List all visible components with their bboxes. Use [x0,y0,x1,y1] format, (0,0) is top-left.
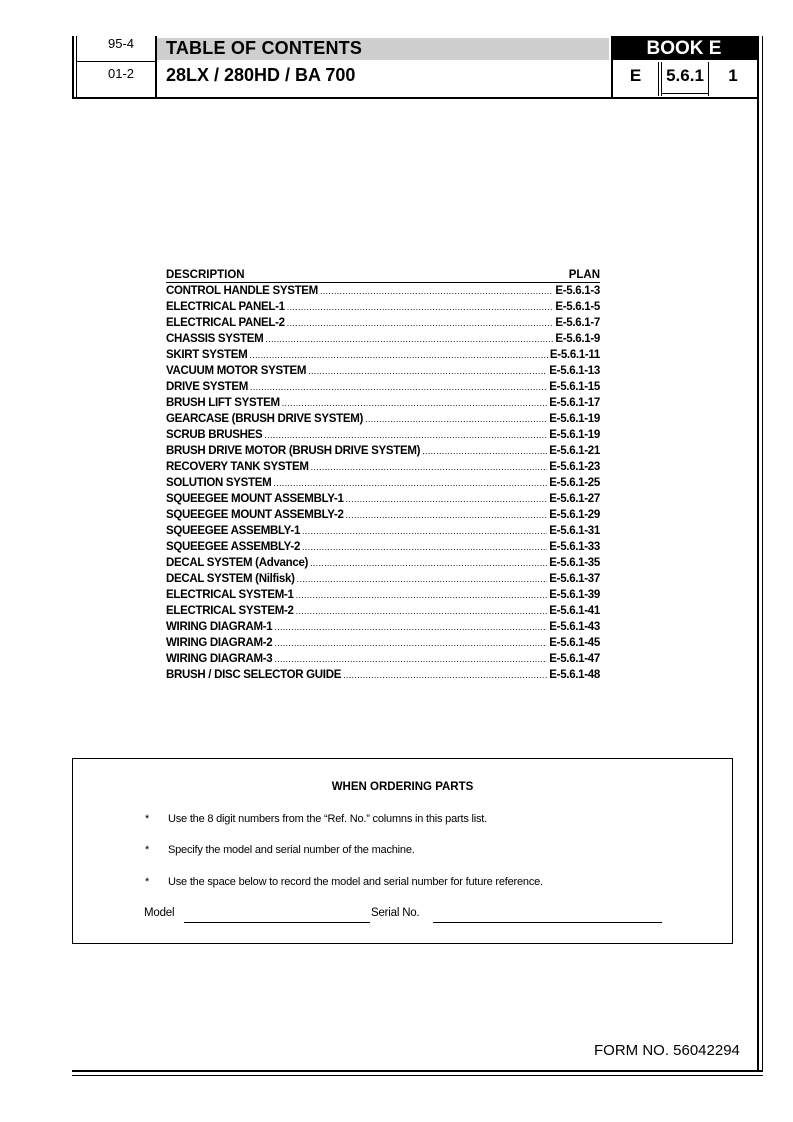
toc-row-description: VACUUM MOTOR SYSTEM [166,365,307,377]
toc-row-plan: E-5.6.1-25 [549,477,600,489]
bullet-star: * [145,813,150,825]
toc-row-leader-dots [422,443,547,459]
toc-row-leader-dots [310,555,547,571]
toc-row-description: SCRUB BRUSHES [166,429,263,441]
header-divider [72,97,759,99]
book-label: BOOK E [611,36,757,60]
book-letter: E [629,66,642,85]
toc-row-leader-dots [273,475,547,491]
toc-row [166,539,600,555]
toc-row-description: GEARCASE (BRUSH DRIVE SYSTEM) [166,413,364,425]
toc-row-leader-dots [346,507,548,523]
toc-row-description: WIRING DIAGRAM-3 [166,653,273,665]
toc-row-description: ELECTRICAL PANEL-1 [166,301,285,313]
ordering-parts-box [72,758,733,944]
toc-row-leader-dots [308,363,547,379]
toc-row [166,587,600,603]
toc-row-description: CONTROL HANDLE SYSTEM [166,285,318,297]
toc-row [166,331,600,347]
model-label: Model [144,907,175,919]
toc-row [166,315,600,331]
toc-row [166,299,600,315]
toc-row [166,427,600,443]
toc-row [166,523,600,539]
toc-row-leader-dots [346,491,548,507]
page-frame-bottom [72,1070,762,1072]
toc-row-description: WIRING DIAGRAM-1 [166,621,273,633]
toc-row-description: SQUEEGEE MOUNT ASSEMBLY-1 [166,493,344,505]
toc-row-plan: E-5.6.1-23 [549,461,600,473]
toc-row [166,571,600,587]
page-frame-right [757,36,759,1070]
bullet-star: * [145,844,150,856]
toc-row-description: ELECTRICAL SYSTEM-2 [166,605,294,617]
toc-row-plan: E-5.6.1-41 [549,605,600,617]
toc-row-description: WIRING DIAGRAM-2 [166,637,273,649]
page-frame-right-outer [762,36,763,1072]
toc-row-description: SQUEEGEE ASSEMBLY-1 [166,525,301,537]
toc-row-plan: E-5.6.1-5 [555,301,600,313]
toc-plan-header: PLAN [568,269,600,281]
serial-label: Serial No. [371,907,420,919]
toc-row-leader-dots [249,347,548,363]
toc-rows [166,283,600,683]
toc-row-leader-dots [282,395,548,411]
toc-row-plan: E-5.6.1-29 [549,509,600,521]
toc-row-leader-dots [296,587,548,603]
toc-row-plan: E-5.6.1-33 [549,541,600,553]
toc-row-leader-dots [302,523,547,539]
toc-row [166,379,600,395]
toc-row-leader-dots [287,315,554,331]
toc-row-description: ELECTRICAL SYSTEM-1 [166,589,294,601]
toc-row-description: BRUSH LIFT SYSTEM [166,397,280,409]
toc-row-leader-dots [311,459,548,475]
toc-row-description: BRUSH / DISC SELECTOR GUIDE [166,669,342,681]
toc-row-plan: E-5.6.1-47 [549,653,600,665]
toc-row [166,459,600,475]
toc-row [166,507,600,523]
toc-row-leader-dots [320,283,553,299]
model-subtitle: 28LX / 280HD / BA 700 [166,65,356,85]
toc-row-plan: E-5.6.1-7 [555,317,600,329]
toc-row-description: SOLUTION SYSTEM [166,477,272,489]
toc-row-plan: E-5.6.1-31 [549,525,600,537]
toc-row [166,635,600,651]
toc-row-plan: E-5.6.1-15 [549,381,600,393]
revision-separator [77,61,155,62]
toc-row-leader-dots [343,667,547,683]
toc-row [166,491,600,507]
toc-row-description: SKIRT SYSTEM [166,349,248,361]
toc-row-leader-dots [274,635,547,651]
bullet-text: Use the 8 digit numbers from the “Ref. No.” columns in this parts list. [168,813,487,825]
toc-row [166,347,600,363]
toc-row-description: SQUEEGEE ASSEMBLY-2 [166,541,301,553]
toc-row-plan: E-5.6.1-3 [555,285,600,297]
toc-row-leader-dots [302,539,547,555]
toc-row-leader-dots [250,379,547,395]
toc-row-description: CHASSIS SYSTEM [166,333,264,345]
toc-row [166,443,600,459]
toc-row-description: DRIVE SYSTEM [166,381,249,393]
toc-row-leader-dots [296,603,548,619]
toc-row-description: DECAL SYSTEM (Nilfisk) [166,573,295,585]
toc-row-plan: E-5.6.1-45 [549,637,600,649]
form-number: FORM NO. 56042294 [594,1042,740,1059]
toc-row-plan: E-5.6.1-9 [555,333,600,345]
toc-row-plan: E-5.6.1-13 [549,365,600,377]
toc-row-plan: E-5.6.1-19 [549,429,600,441]
revision-1: 95-4 [107,36,135,51]
toc-row [166,363,600,379]
bullet-text: Use the space below to record the model and serial number for future reference. [168,876,543,888]
toc-row-plan: E-5.6.1-35 [549,557,600,569]
toc-row [166,651,600,667]
toc-row [166,619,600,635]
table-of-contents [166,269,600,683]
page-number: 1 [728,66,738,85]
toc-row-plan: E-5.6.1-27 [549,493,600,505]
ordering-title: WHEN ORDERING PARTS [331,781,474,793]
toc-row-leader-dots [274,619,547,635]
toc-row-description: DECAL SYSTEM (Advance) [166,557,309,569]
bullet-text: Specify the model and serial number of the machine. [168,844,415,856]
toc-row-description: RECOVERY TANK SYSTEM [166,461,309,473]
toc-header [166,269,600,283]
toc-row [166,667,600,683]
toc-row-leader-dots [265,331,553,347]
page-frame-left-inner [76,36,77,98]
toc-row-description: SQUEEGEE MOUNT ASSEMBLY-2 [166,509,344,521]
toc-row [166,283,600,299]
toc-description-header: DESCRIPTION [166,269,245,281]
toc-row-description: BRUSH DRIVE MOTOR (BRUSH DRIVE SYSTEM) [166,445,421,457]
toc-row-description: ELECTRICAL PANEL-2 [166,317,285,329]
toc-row [166,395,600,411]
model-field[interactable] [184,922,370,923]
toc-row-plan: E-5.6.1-17 [549,397,600,409]
toc-row-plan: E-5.6.1-37 [549,573,600,585]
toc-row [166,475,600,491]
toc-row-leader-dots [365,411,547,427]
toc-row [166,603,600,619]
code-box-sep-1 [658,62,659,96]
revision-2: 01-2 [107,66,135,81]
page-title: TABLE OF CONTENTS [166,38,363,58]
toc-row [166,411,600,427]
page-frame-bottom-outer [72,1075,763,1076]
toc-row-plan: E-5.6.1-43 [549,621,600,633]
serial-field[interactable] [433,922,662,923]
section-number: 5.6.1 [666,66,704,85]
toc-row-plan: E-5.6.1-19 [549,413,600,425]
toc-row-plan: E-5.6.1-48 [549,669,600,681]
toc-row-leader-dots [297,571,548,587]
toc-row-plan: E-5.6.1-11 [549,349,600,361]
code-box-inner-bottom [661,93,709,94]
toc-row-plan: E-5.6.1-21 [549,445,600,457]
toc-row-plan: E-5.6.1-39 [549,589,600,601]
toc-row-leader-dots [274,651,547,667]
toc-row-leader-dots [287,299,554,315]
toc-row [166,555,600,571]
toc-row-leader-dots [264,427,547,443]
page-frame-left [72,36,74,98]
bullet-star: * [145,876,150,888]
